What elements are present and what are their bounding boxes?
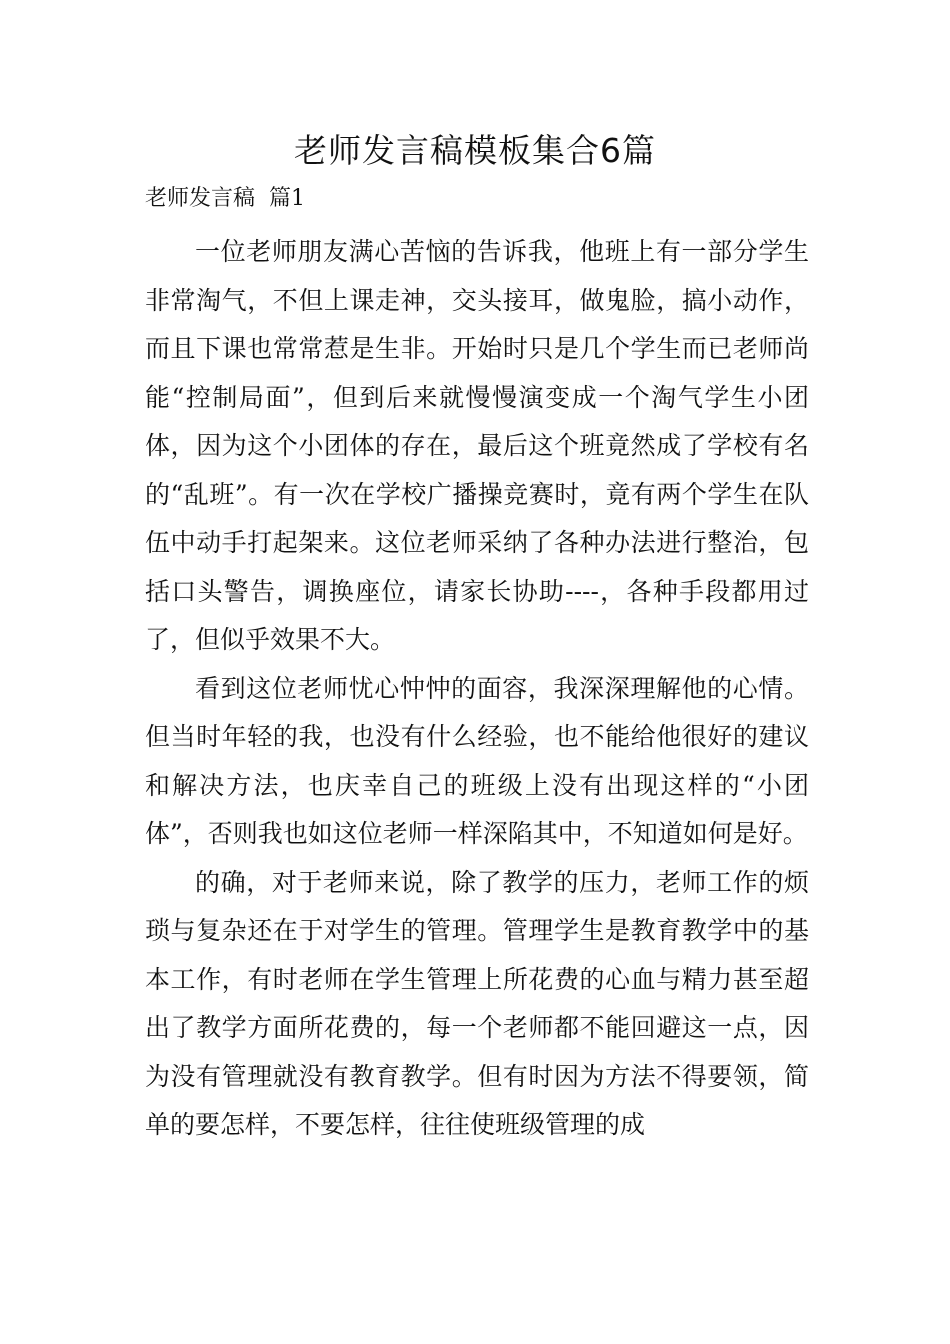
paragraph-1: 一位老师朋友满心苦恼的告诉我，他班上有一部分学生非常淘气，不但上课走神，交头接耳，做鬼脸，搞小动作，而且下课也常常惹是生非。开始时只是几个学生而已老师尚能“控制局面”，但到后来就慢慢演变成一个淘气学生小团体，因为这个小团体的存在，最后这个班竟然成了学校有名的“乱班”。有一次在学校广播操竞赛时，竟有两个学生在队伍中动手打起架来。这位老师采纳了各种办法进行整治，包括口头警告，调换座位，请家长协助----，各种手段都用过了，但似乎效果不大。 — [145, 237, 809, 654]
section-heading: 老师发言稿 篇1 — [145, 186, 305, 211]
paragraph-3: 的确，对于老师来说，除了教学的压力，老师工作的烦琐与复杂还在于对学生的管理。管理学生是教育教学中的基本工作，有时老师在学生管理上所花费的心血与精力甚至超出了教学方面所花费的，每一个老师都不能回避这一点，因为没有管理就没有教育教学。但有时因为方法不得要领，简单的要怎样，不要怎样，往往使班级管理的成 — [145, 867, 809, 1139]
paragraph-2: 看到这位老师忧心忡忡的面容，我深深理解他的心情。但当时年轻的我，也没有什么经验，也不能给他很好的建议和解决方法，也庆幸自己的班级上没有出现这样的“小团体”，否则我也如这位老师一样深陷其中，不知道如何是好。 — [145, 673, 809, 848]
document-body — [145, 228, 809, 1150]
document-title: 老师发言稿模板集合6篇 — [294, 131, 656, 170]
